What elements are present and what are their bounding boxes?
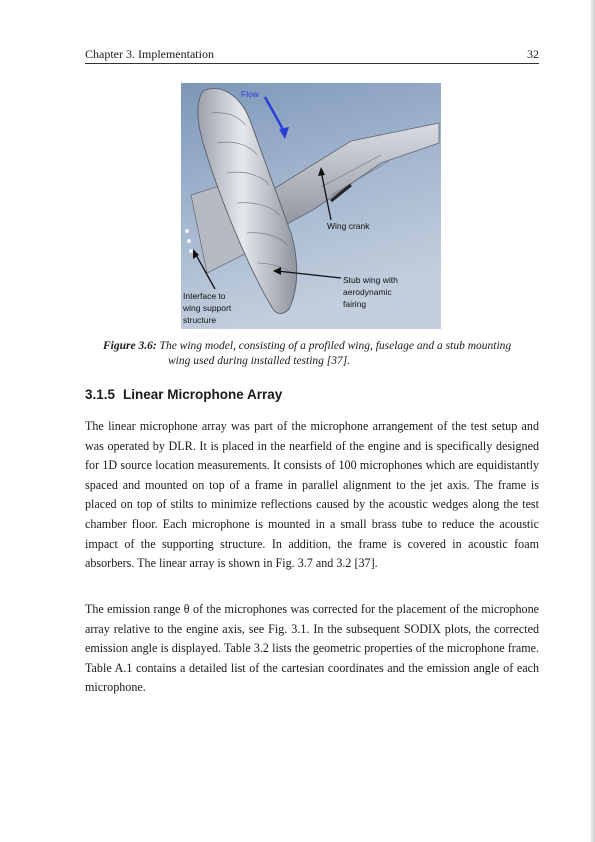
- paragraph-emission-range: The emission range θ of the microphones was corrected for the placement of the microphone array relative to the engine axis, see Fig. 3.1. In the subsequent SODIX plots, the corrected emission angle is displayed. Table 3.2 lists the geometric properties of the microphone frame. Table A.1 contains a detailed list of the cartesian coordinates and the emission angle of each microphone.: [85, 602, 539, 695]
- interface-label-line1: Interface to: [183, 291, 226, 301]
- page-edge: [591, 0, 595, 842]
- caption-text-line1: The wing model, consisting of a profiled wing, fuselage and a stub mounting: [159, 340, 512, 352]
- caption-label: Figure 3.6:: [103, 340, 157, 352]
- page-number: 32: [527, 47, 539, 61]
- paragraph-linear-array: The linear microphone array was part of the microphone arrangement of the test setup and was operated by DLR. It is placed in the nearfield of the engine and is specifically designed for 1D source location measurements. It consists of 100 microphones which are equidistantly spaced and mounted on top of a frame in parallel alignment to the jet axis. The frame is placed on top of stilts to minimize reflections caused by the acoustic wedges along the test chamber floor. Each microphone is mounted in a small brass tube to reduce the acoustic impact of the supporting structure. In addition, the frame is covered in acoustic foam absorbers. The linear array is shown in Fig. 3.7 and 3.2 [37].: [85, 419, 539, 571]
- interface-label-line2: wing support: [183, 303, 232, 313]
- stub-wing-label-line2: aerodynamic: [343, 287, 392, 297]
- wing-model-image: [181, 83, 441, 329]
- wing-model-figure: [181, 83, 441, 329]
- section-heading: [85, 386, 282, 403]
- wing-crank-label: Wing crank: [327, 221, 370, 231]
- chapter-title: Chapter 3. Implementation: [85, 47, 214, 61]
- section-number: 3.1.5: [85, 387, 116, 402]
- stub-wing-label-line1: Stub wing with: [343, 275, 398, 285]
- running-header: [85, 47, 539, 64]
- figure-caption: [103, 339, 523, 369]
- caption-text-line2: wing used during installed testing [37].: [168, 355, 351, 367]
- section-title: Linear Microphone Array: [123, 387, 283, 402]
- flow-label: Flow: [241, 89, 259, 99]
- interface-label-line3: structure: [183, 315, 217, 325]
- stub-wing-label-line3: fairing: [343, 299, 367, 309]
